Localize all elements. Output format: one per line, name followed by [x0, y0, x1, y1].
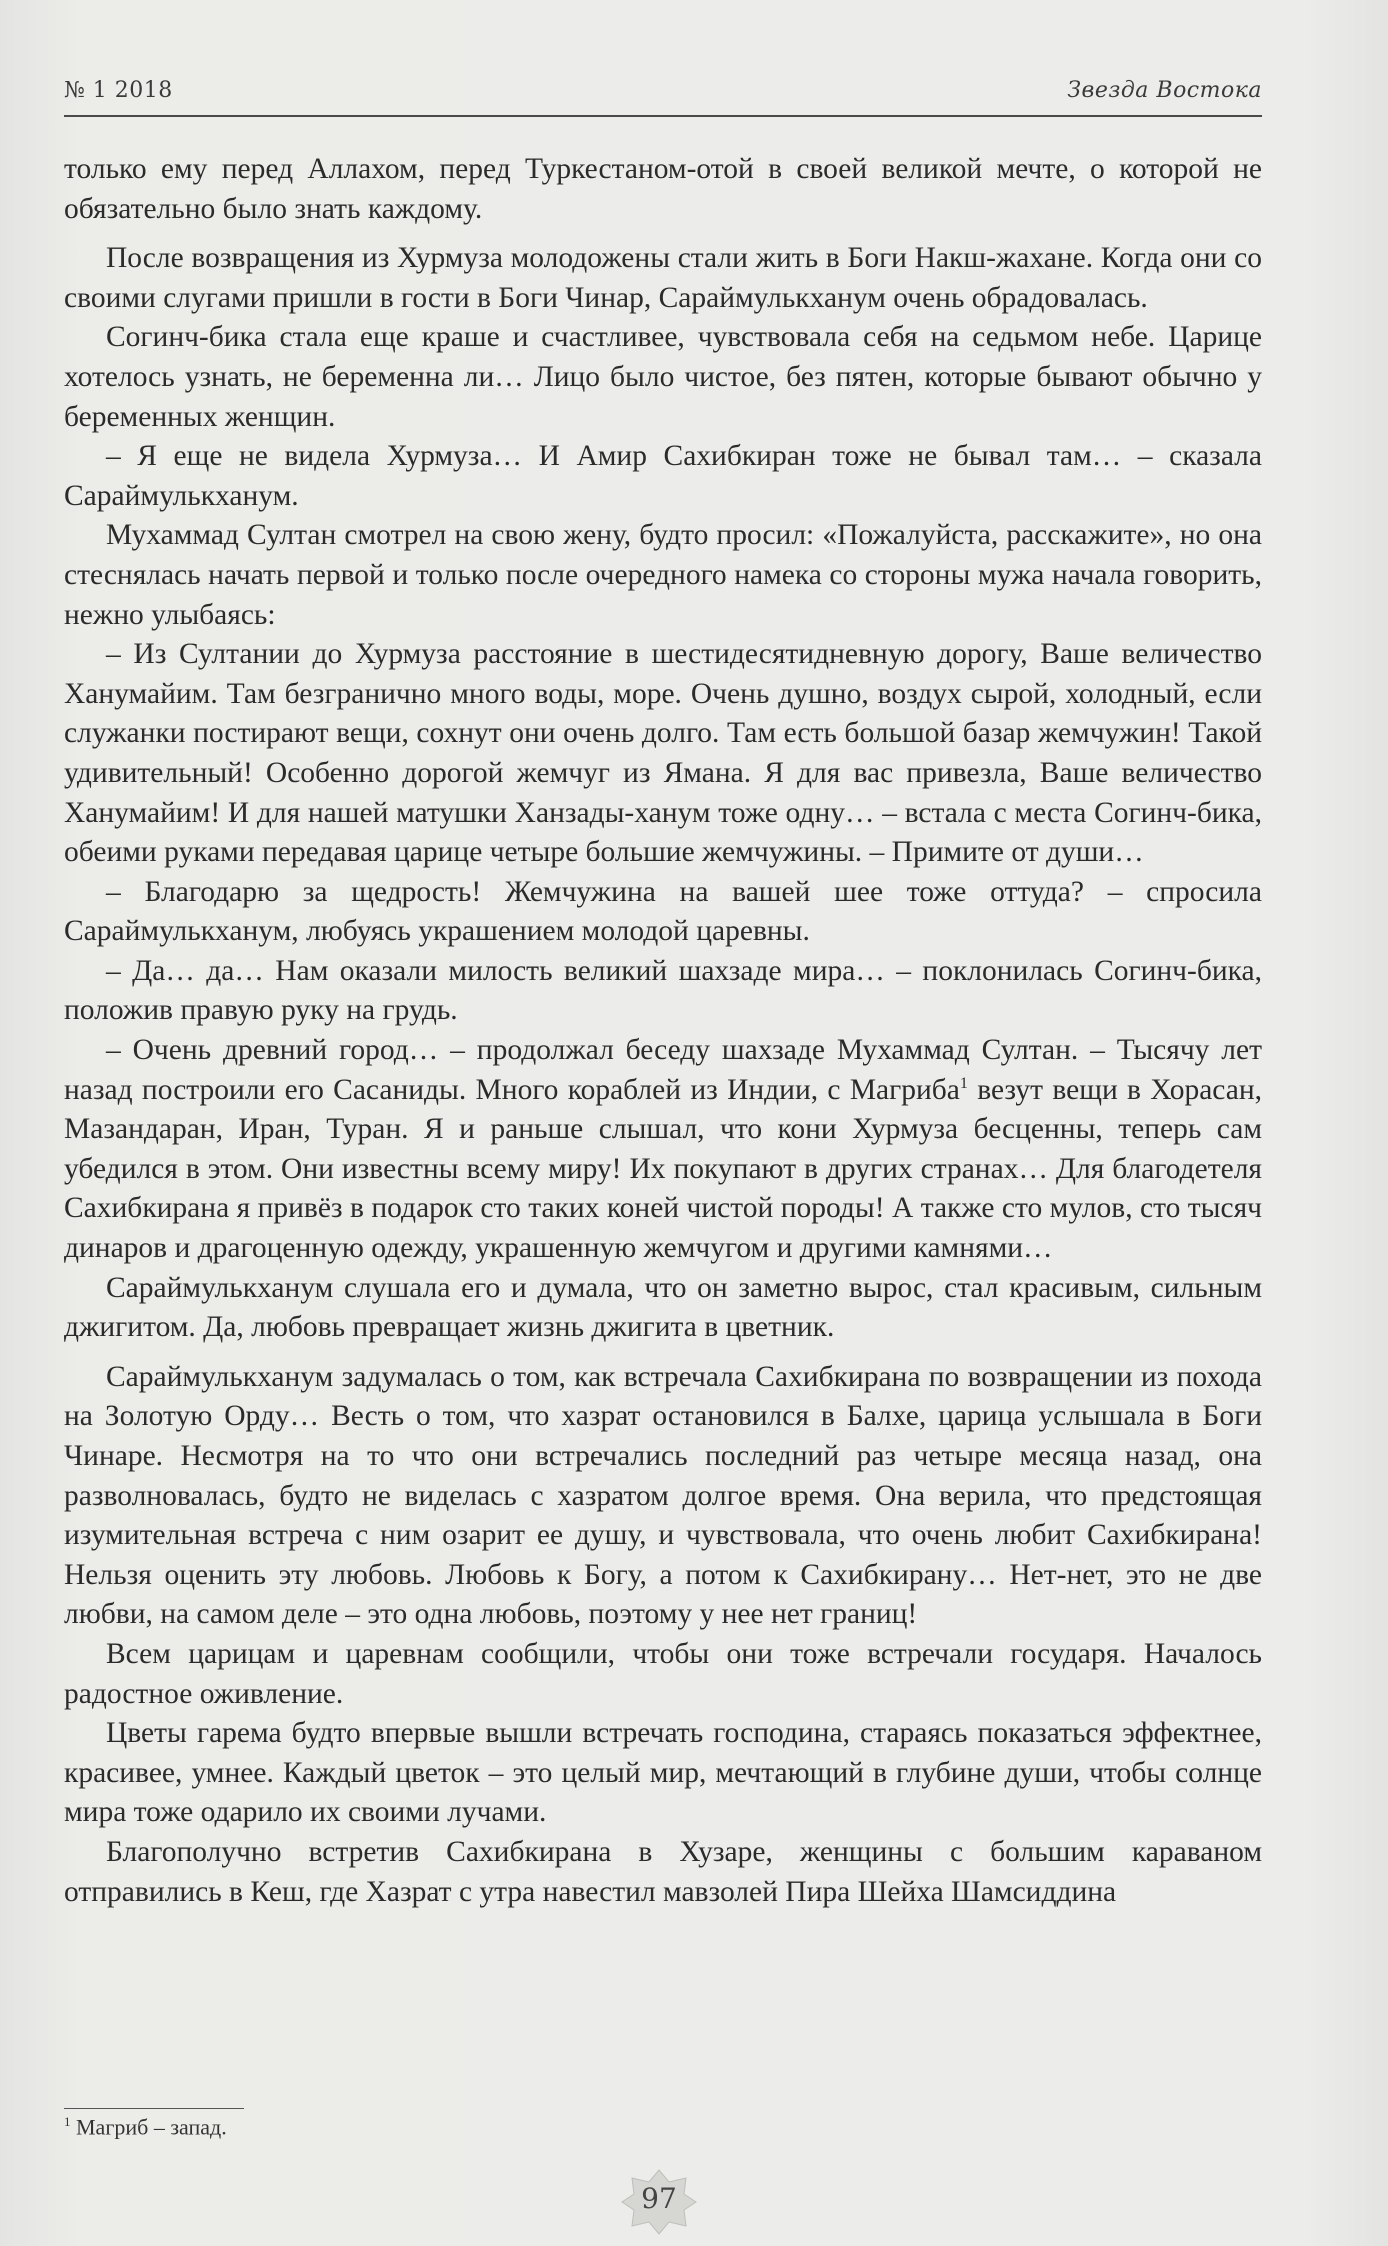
running-header [64, 74, 1262, 114]
paragraph: Согинч-бика стала еще краше и счастливее, чувствовала себя на седьмом небе. Царице хотелось узнать, не беременна ли… Лицо было чистое, без пятен, которые бывают обычно у беременных женщин. [64, 321, 1262, 433]
page-number-badge [620, 2168, 698, 2236]
paragraph: Сараймулькханум задумалась о том, как встречала Сахибкирана по возвращении из похода на Золотую Орду… Весть о том, что хазрат остановился в Балхе, царица услышала в Боги Чинаре. Несмотря на то что они встречались последний раз четыре месяца назад, она разволновалась, будто не виделась с хазратом долгое время. Она верила, что предстоящая изумительная встреча с ним озарит ее душу, и чувствовала, что очень любит Сахибкирана! Нельзя оценить эту любовь. Любовь к Богу, а потом к Сахибкирану… Нет-нет, это не две любви, на самом деле – это одна любовь, поэтому у нее нет границ! [64, 1360, 1262, 1631]
paragraph: Благополучно встретив Сахибкирана в Хузаре, женщины с большим караваном отправились в Кеш, где Хазрат с утра навестил мавзолей Пира Шейха Шамсиддина [64, 1835, 1262, 1908]
header-divider [64, 115, 1262, 117]
paragraph: – Из Султании до Хурмуза расстояние в шестидесятидневную дорогу, Ваше величество Ханумайим. Там безгранично много воды, море. Очень душно, воздух сырой, холодный, если служанки постирают вещи, сохнут они очень долго. Там есть большой базар жемчужин! Такой удивительный! Особенно дорогой жемчуг из Ямана. Я для вас привезла, Ваше величество Ханумайим! И для нашей матушки Ханзады-ханум тоже одну… – встала с места Согинч-бика, обеими руками передавая царице четыре большие жемчужины. – Примите от души… [64, 638, 1262, 869]
paragraph: После возвращения из Хурмуза молодожены стали жить в Боги Накш-жахане. Когда они со своими слугами пришли в гости в Боги Чинар, Сараймулькханум очень обрадовалась. [64, 242, 1262, 314]
paragraph: Мухаммад Султан смотрел на свою жену, будто просил: «Пожалуйста, расскажите», но она стеснялась начать первой и только после очередного намека со стороны мужа начала говорить, нежно улыбаясь: [64, 519, 1262, 631]
page-number: 97 [641, 2182, 677, 2215]
main-text [64, 150, 1262, 1912]
journal-title: Звезда Востока [1067, 78, 1262, 103]
paragraph-with-footnote [64, 1031, 1262, 1269]
paragraph: Сараймулькханум слушала его и думала, что он заметно вырос, стал красивым, сильным джигитом. Да, любовь превращает жизнь джигита в цветник. [64, 1271, 1262, 1344]
paragraph: – Да… да… Нам оказали милость великий шахзаде мира… – поклонилась Согинч-бика, положив правую руку на грудь. [64, 954, 1262, 1027]
paragraph-part: везут вещи в Хорасан, Мазандаран, Иран, Туран. Я и раньше слышал, что кони Хурмуза бесценны, теперь сам убедился в этом. Они известны всему миру! Их покупают в других странах… Для благодетеля Сахибкирана я привёз в подарок сто таких коней чистой породы! А также сто мулов, сто тысяч динаров и драгоценную одежду, украшенную жемчугом и другими камнями… [64, 1073, 1263, 1265]
paragraph: Всем царицам и царевнам сообщили, чтобы они тоже встречали государя. Началось радостное оживление. [64, 1637, 1262, 1710]
paragraph: Цветы гарема будто впервые вышли встречать господина, стараясь показаться эффектнее, красивее, умнее. Каждый цветок – это целый мир, мечтающий в глубине души, чтобы солнце мира тоже одарило их своими лучами. [64, 1717, 1262, 1829]
footnote-marker[interactable]: 1 [959, 1074, 968, 1092]
issue-number: № 1 2018 [64, 78, 173, 103]
footnote [64, 2114, 227, 2140]
paragraph: – Благодарю за щедрость! Жемчужина на вашей шее тоже оттуда? – спросила Сараймулькханум, любуясь украшением молодой царевны. [64, 875, 1262, 948]
paragraph: только ему перед Аллахом, перед Туркестаном-отой в своей великой мечте, о которой не обязательно было знать каждому. [64, 153, 1262, 225]
paragraph: – Я еще не видела Хурмуза… И Амир Сахибкиран тоже не бывал там… – сказала Сараймулькханум. [64, 440, 1262, 512]
footnote-number: 1 [64, 2114, 71, 2129]
footnote-divider [64, 2108, 244, 2109]
footnote-text: Магриб – запад. [70, 2114, 227, 2140]
paragraph-part: – Очень древний город… – продолжал беседу шахзаде Мухаммад Султан. – Тысячу лет назад построили его Сасаниды. Много кораблей из Индии, с Магриба [64, 1034, 1262, 1106]
